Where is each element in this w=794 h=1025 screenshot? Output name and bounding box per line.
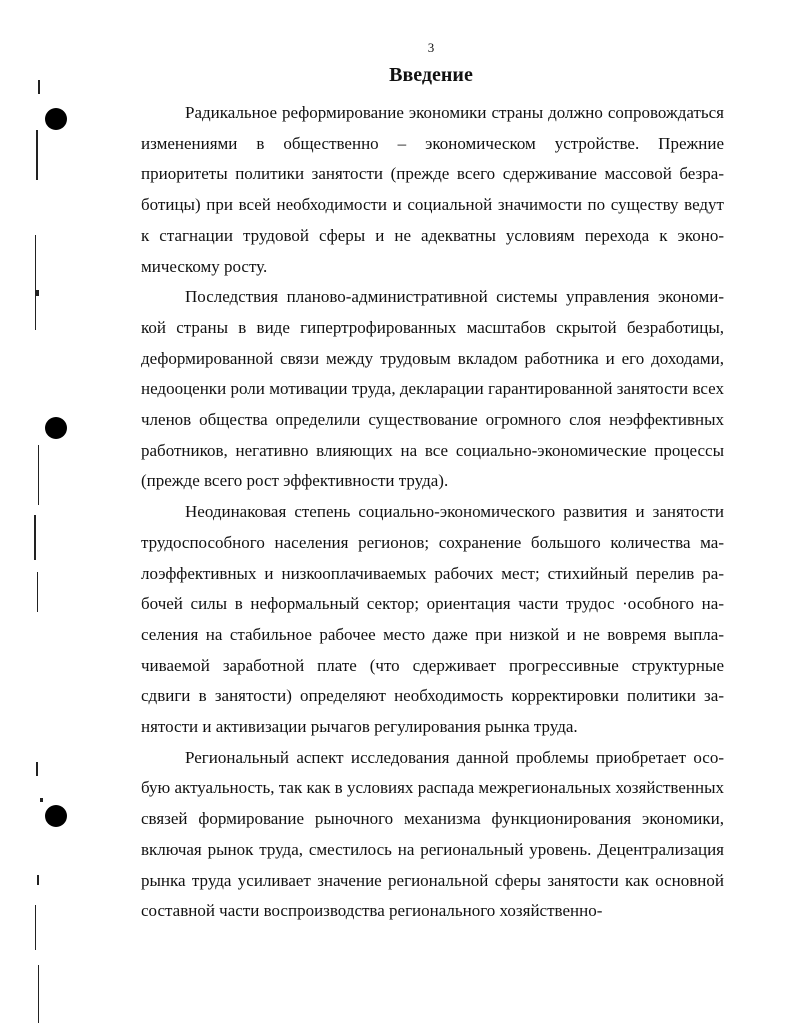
page-number: 3	[427, 40, 435, 55]
paragraph: Последствия планово-административной системы управления экономикой страны в виде гипертрофированных масштабов скрытой безработицы, деформированной связи между трудовым вкладом работника и его доходами, недооценки роли мотивации труда, декларации гарантированной занятости всех членов общества определили существование огромного слоя неэффективных работников, негативно влияющих на все социально-экономические процессы (прежде всего рост эффективности труда).	[141, 287, 724, 491]
margin-mark	[36, 762, 38, 776]
margin-mark	[40, 798, 43, 802]
binder-hole-top	[45, 108, 67, 130]
paragraph: Неодинаковая степень социально-экономического развития и занятости трудоспособного населения регионов; сохранение большого количества малоэффективных и низкооплачиваемых рабочих мест; стихийный перелив рабочей силы в неформальный сектор; ориентация части трудос ·особного населения на стабильное рабочее место даже при низкой и не вовремя выплачиваемой заработной плате (что сдерживает прогрессивные структурные сдвиги в занятости) определяют необходимость корректировки политики занятости и активизации рычагов регулирования рынка труда.	[141, 502, 724, 737]
margin-mark	[36, 290, 39, 296]
margin-mark	[38, 965, 39, 1023]
paragraph: Региональный аспект исследования данной проблемы приобретает особую актуальность, так как в условиях распада межрегиональных хозяйственных связей формирование рыночного механизма функционирования экономики, включая рынок труда, сместилось на региональный уровень. Децентрализация рынка труда усиливает значение региональной сферы занятости как основной составной части воспроизводства регионального хозяйственно-	[141, 747, 724, 921]
page-title: Введение	[389, 64, 473, 86]
paragraph: Радикальное реформирование экономики страны должно сопровождаться изменениями в общественно – экономическом устройстве. Прежние приоритеты политики занятости (прежде всего сдерживание массовой безработицы) при всей необходимости и социальной значимости по существу ведут к стагнации трудовой сферы и не адекватны условиям перехода к экономическому росту.	[141, 103, 724, 276]
margin-mark	[35, 905, 36, 950]
margin-mark	[36, 130, 38, 180]
binder-hole-bottom	[45, 805, 67, 827]
binder-hole-middle	[45, 417, 67, 439]
margin-mark	[35, 235, 36, 330]
margin-mark	[37, 875, 39, 885]
margin-mark	[34, 515, 36, 560]
margin-mark	[38, 445, 39, 505]
body-text	[141, 98, 724, 927]
margin-mark	[37, 572, 38, 612]
